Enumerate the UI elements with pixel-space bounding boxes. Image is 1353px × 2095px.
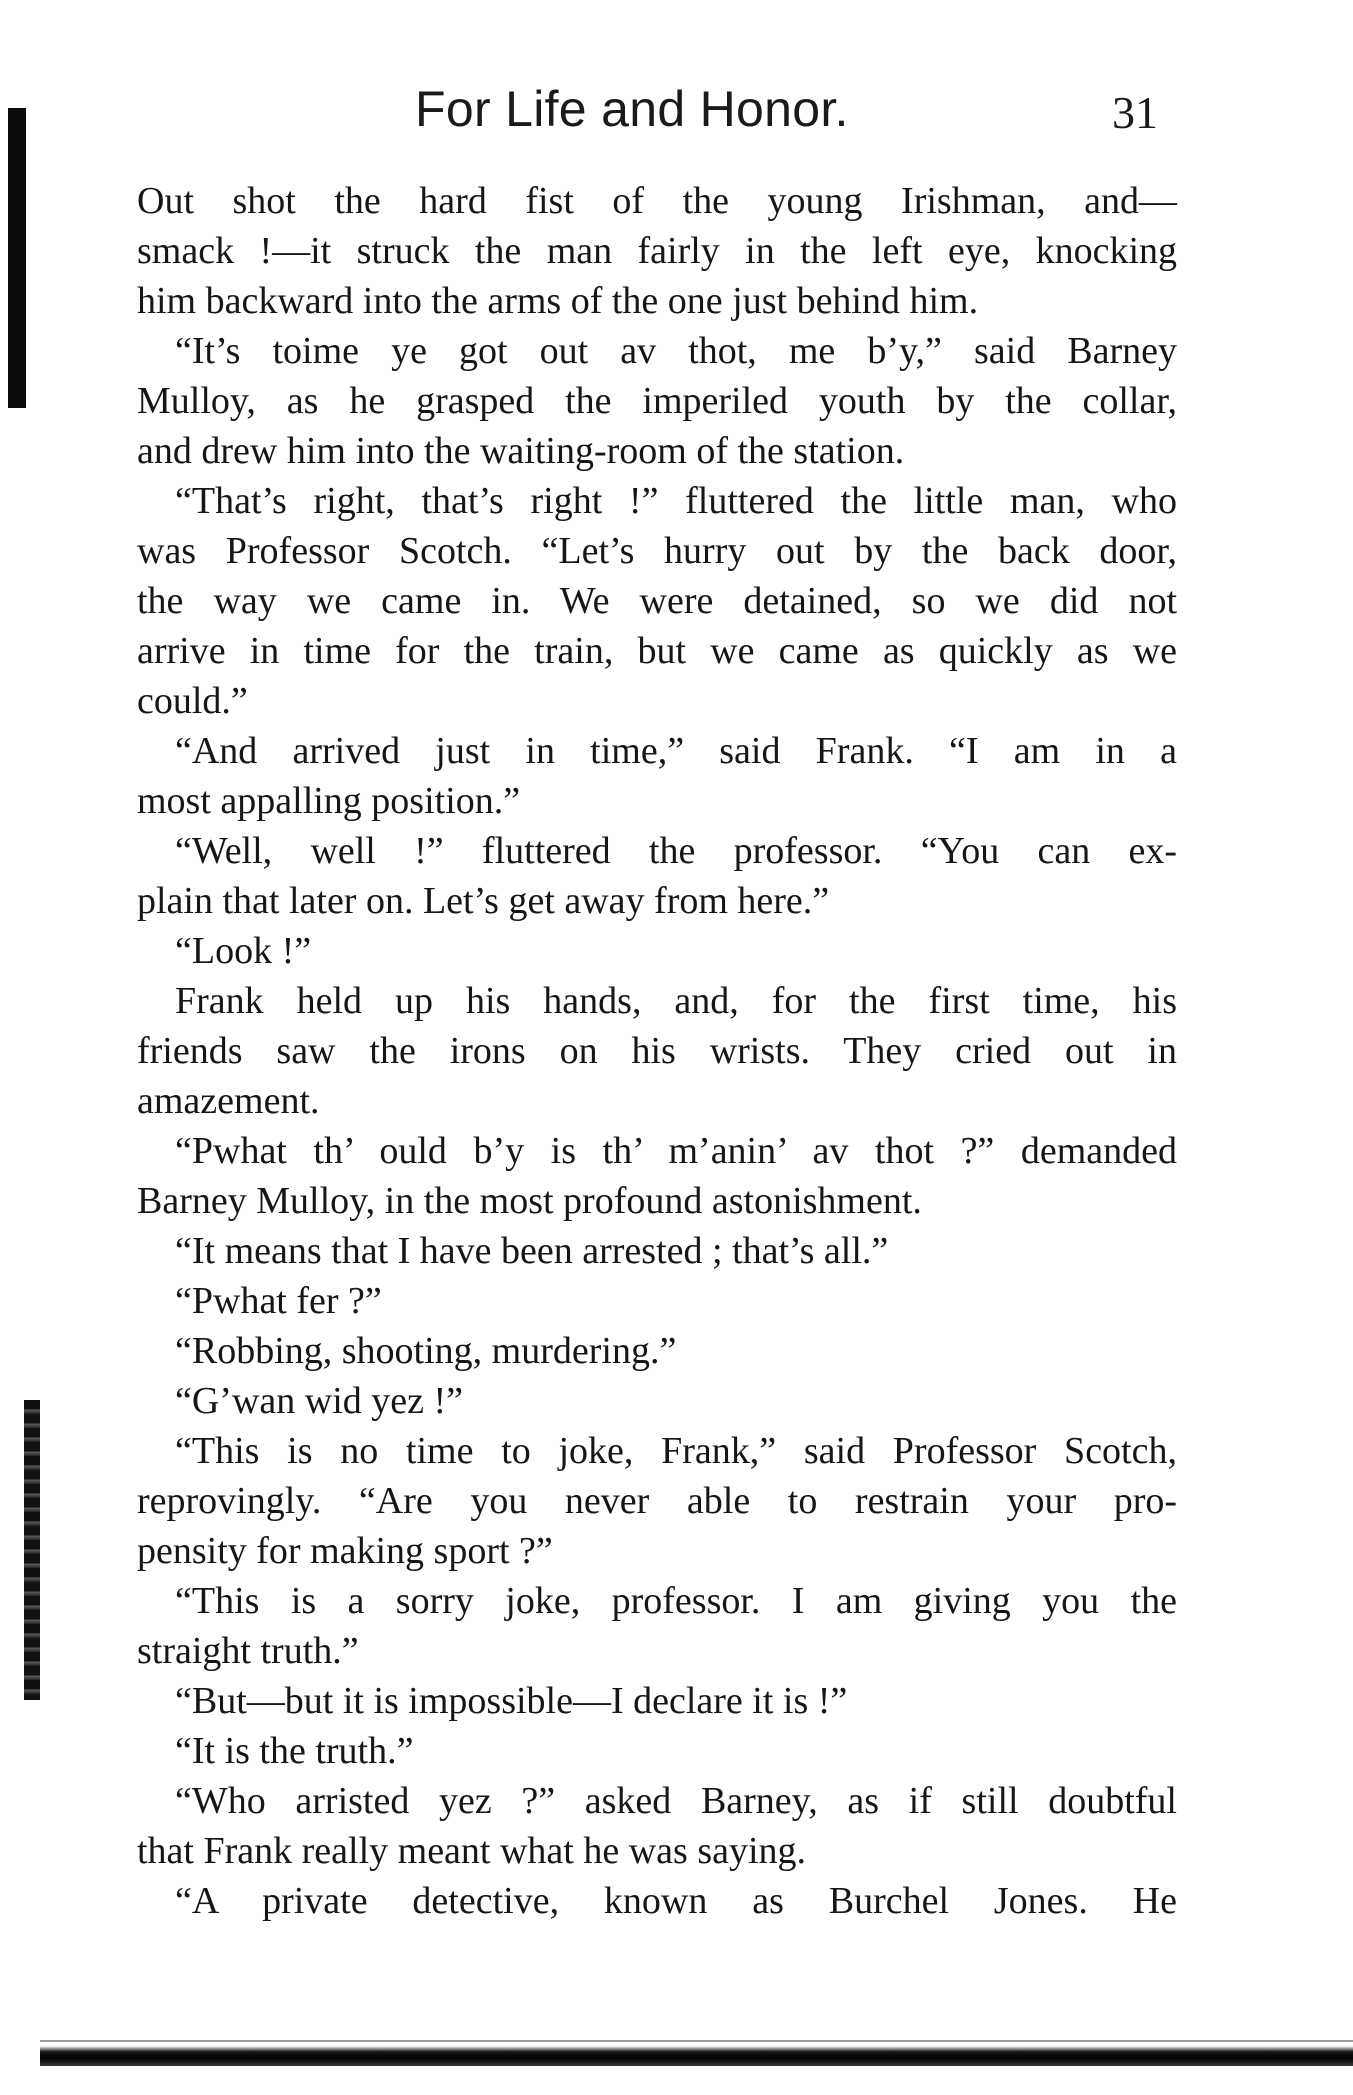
line-text: and drew him into the waiting-room of the station.	[137, 430, 905, 472]
line-text: “This is no time to joke, Frank,” said Professor Scotch,	[175, 1430, 1177, 1472]
text-line	[137, 1026, 1177, 1076]
line-text: was Professor Scotch. “Let’s hurry out by the back door,	[137, 530, 1177, 572]
line-text: “It is the truth.”	[175, 1730, 414, 1772]
text-line	[137, 1876, 1177, 1926]
text-line	[137, 976, 1177, 1026]
text-line	[137, 1776, 1177, 1826]
line-text: the way we came in. We were detained, so we did not	[137, 580, 1177, 622]
text-line	[137, 1276, 1177, 1326]
text-line	[137, 1076, 1177, 1126]
bottom-edge-shadow	[40, 2040, 1353, 2042]
line-text: him backward into the arms of the one just behind him.	[137, 280, 979, 322]
text-line	[137, 1726, 1177, 1776]
text-line	[137, 626, 1177, 676]
line-text: “A private detective, known as Burchel Jones. He	[175, 1880, 1177, 1922]
line-text: pensity for making sport ?”	[137, 1530, 553, 1572]
text-line	[137, 1626, 1177, 1676]
text-line	[137, 1426, 1177, 1476]
line-text: Frank held up his hands, and, for the first time, his	[175, 980, 1177, 1022]
text-line	[137, 326, 1177, 376]
text-line	[137, 676, 1177, 726]
line-text: most appalling position.”	[137, 780, 521, 822]
line-text: “Well, well !” fluttered the professor. “You can ex-	[175, 830, 1177, 872]
page-number: 31	[1112, 87, 1158, 138]
line-text: “That’s right, that’s right !” fluttered the little man, who	[175, 480, 1177, 522]
text-line	[137, 1576, 1177, 1626]
text-line	[137, 826, 1177, 876]
scan-edge-mark-bottom	[24, 1400, 40, 1700]
text-line	[137, 776, 1177, 826]
text-line	[137, 276, 1177, 326]
text-line	[137, 526, 1177, 576]
text-line	[137, 376, 1177, 426]
text-line	[137, 1676, 1177, 1726]
text-line	[137, 1476, 1177, 1526]
text-line	[137, 1376, 1177, 1426]
text-line	[137, 226, 1177, 276]
line-text: could.”	[137, 680, 248, 722]
bottom-edge-bar	[40, 2046, 1353, 2066]
line-text: “This is a sorry joke, professor. I am giving you the	[175, 1580, 1177, 1622]
line-text: Mulloy, as he grasped the imperiled youth by the collar,	[137, 380, 1177, 422]
line-text: Barney Mulloy, in the most profound astonishment.	[137, 1180, 922, 1222]
line-text: smack !—it struck the man fairly in the left eye, knocking	[137, 230, 1177, 272]
scan-edge-mark-top	[8, 108, 26, 408]
line-text: “Robbing, shooting, murdering.”	[175, 1330, 677, 1372]
text-line	[137, 1226, 1177, 1276]
text-line	[137, 426, 1177, 476]
text-line	[137, 876, 1177, 926]
text-line	[137, 1826, 1177, 1876]
line-text: amazement.	[137, 1080, 320, 1122]
line-text: Out shot the hard fist of the young Irishman, and—	[137, 180, 1177, 222]
running-head	[0, 74, 1353, 144]
line-text: arrive in time for the train, but we came as quickly as we	[137, 630, 1177, 672]
text-line	[137, 926, 1177, 976]
text-line	[137, 1176, 1177, 1226]
line-text: that Frank really meant what he was saying.	[137, 1830, 807, 1872]
text-line	[137, 476, 1177, 526]
line-text: “Look !”	[175, 930, 312, 972]
line-text: plain that later on. Let’s get away from here.”	[137, 880, 830, 922]
line-text: “Pwhat th’ ould b’y is th’ m’anin’ av thot ?” demanded	[175, 1130, 1177, 1172]
text-line	[137, 1326, 1177, 1376]
line-text: “Who arristed yez ?” asked Barney, as if still doubtful	[175, 1780, 1177, 1822]
line-text: “Pwhat fer ?”	[175, 1280, 382, 1322]
line-text: reprovingly. “Are you never able to restrain your pro-	[137, 1480, 1177, 1522]
line-text: straight truth.”	[137, 1630, 359, 1672]
line-text: “It means that I have been arrested ; that’s all.”	[175, 1230, 889, 1272]
line-text: friends saw the irons on his wrists. They cried out in	[137, 1030, 1177, 1072]
line-text: “And arrived just in time,” said Frank. “I am in a	[175, 730, 1177, 772]
text-line	[137, 1526, 1177, 1576]
text-line	[137, 176, 1177, 226]
text-line	[137, 576, 1177, 626]
line-text: “It’s toime ye got out av thot, me b’y,” said Barney	[175, 330, 1177, 372]
running-title: For Life and Honor.	[415, 81, 849, 137]
text-line	[137, 726, 1177, 776]
line-text: “But—but it is impossible—I declare it is !”	[175, 1680, 848, 1722]
line-text: “G’wan wid yez !”	[175, 1380, 464, 1422]
text-line	[137, 1126, 1177, 1176]
